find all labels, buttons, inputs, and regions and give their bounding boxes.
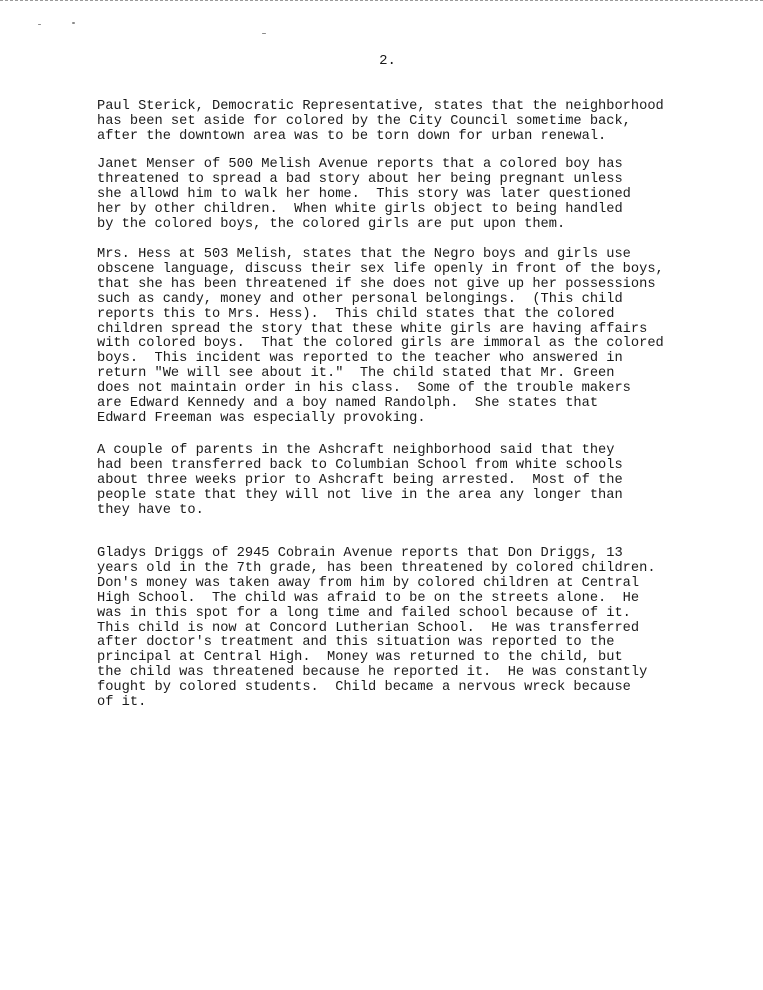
paragraph-4: [97, 444, 737, 519]
text-line: principal at Central High. Money was returned to the child, but: [97, 650, 623, 666]
text-line: High School. The child was afraid to be on the streets alone. He: [97, 590, 640, 606]
scan-speck: [262, 33, 266, 34]
paragraph-1: [97, 100, 737, 145]
text-line: after the downtown area was to be torn down for urban renewal.: [97, 128, 607, 144]
text-line: about three weeks prior to Ashcraft being arrested. Most of the: [97, 472, 623, 488]
text-line: does not maintain order in his class. Some of the trouble makers: [97, 381, 631, 397]
text-line: Don's money was taken away from him by colored children at Central: [97, 575, 640, 591]
scan-speck: [38, 24, 41, 25]
text-line: Edward Freeman was especially provoking.: [97, 410, 426, 426]
text-line: by the colored boys, the colored girls are put upon them.: [97, 216, 566, 232]
text-line: children spread the story that these white girls are having affairs: [97, 321, 648, 337]
text-line: threatened to spread a bad story about her being pregnant unless: [97, 171, 623, 187]
paragraph-2: [97, 158, 737, 233]
text-line: boys. This incident was reported to the teacher who answered in: [97, 351, 623, 367]
text-line: she allowd him to walk her home. This story was later questioned: [97, 186, 631, 202]
text-line: after doctor's treatment and this situation was reported to the: [97, 635, 615, 651]
text-line: Janet Menser of 500 Melish Avenue reports that a colored boy has: [97, 157, 623, 172]
text-line: A couple of parents in the Ashcraft neighborhood said that they: [97, 443, 615, 458]
text-line: was in this spot for a long time and failed school because of it.: [97, 605, 631, 621]
text-line: with colored boys. That the colored girls are immoral as the colored: [97, 336, 664, 352]
page-top-edge: [0, 0, 763, 1]
text-line: are Edward Kennedy and a boy named Randolph. She states that: [97, 396, 599, 412]
scan-speck: [72, 22, 75, 24]
paragraph-3: [97, 248, 737, 427]
text-line: they have to.: [97, 502, 204, 518]
paragraph-5: [97, 547, 737, 711]
text-line: Paul Sterick, Democratic Representative, states that the neighborhood: [97, 99, 664, 114]
text-line: has been set aside for colored by the City Council sometime back,: [97, 113, 631, 129]
text-line: reports this to Mrs. Hess). This child states that the colored: [97, 306, 615, 322]
text-line: had been transferred back to Columbian School from white schools: [97, 457, 623, 473]
text-line: years old in the 7th grade, has been threatened by colored children.: [97, 560, 656, 576]
text-line: fought by colored students. Child became a nervous wreck because: [97, 680, 631, 696]
text-line: obscene language, discuss their sex life openly in front of the boys,: [97, 261, 664, 277]
text-line: that she has been threatened if she does not give up her possessions: [97, 276, 656, 292]
text-line: such as candy, money and other personal belongings. (This child: [97, 291, 623, 307]
text-line: Mrs. Hess at 503 Melish, states that the Negro boys and girls use: [97, 247, 631, 262]
page-number: 2.: [379, 53, 396, 69]
text-line: people state that they will not live in the area any longer than: [97, 487, 623, 503]
text-line: the child was threatened because he reported it. He was constantly: [97, 665, 648, 681]
text-line: Gladys Driggs of 2945 Cobrain Avenue reports that Don Driggs, 13: [97, 546, 623, 561]
text-line: return "We will see about it." The child stated that Mr. Green: [97, 366, 615, 382]
text-line: her by other children. When white girls object to being handled: [97, 201, 623, 217]
text-line: of it.: [97, 695, 147, 711]
text-line: This child is now at Concord Lutherian School. He was transferred: [97, 620, 640, 636]
